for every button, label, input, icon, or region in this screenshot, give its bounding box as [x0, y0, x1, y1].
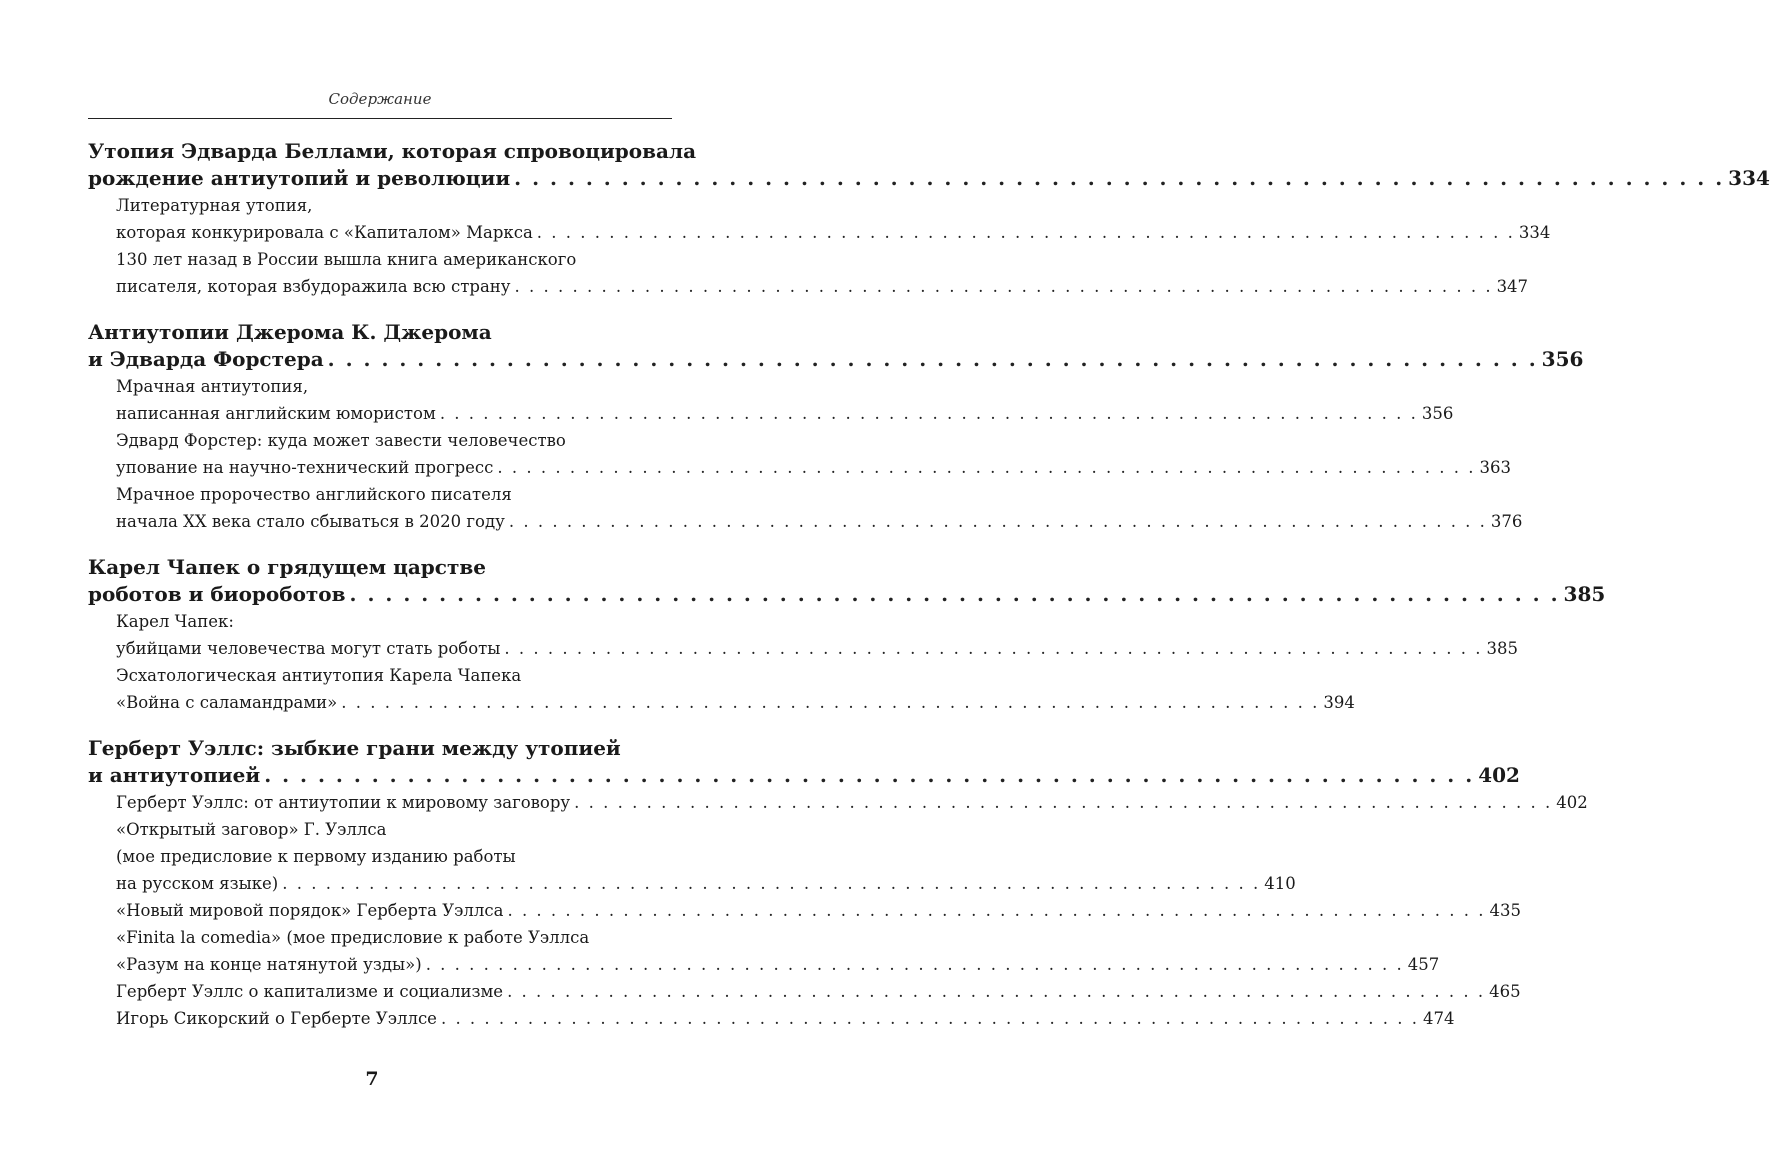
subsection-text: Герберт Уэллс о капитализме и социализме: [116, 982, 504, 1001]
subsection-page-number: 347: [1496, 277, 1529, 296]
subsection-page-number: 356: [1421, 404, 1454, 423]
dot-leader: . . . . . . . . . . . . . . . . . . . . . . . . . . . . . . . . . . . . . . . . . . . . . . . . . . . . . . . . . . . . . . . . . . . .: [440, 1009, 1420, 1028]
subsection-text: Эсхатологическая антиутопия Карела Чапека: [116, 666, 522, 685]
section-title-line: [88, 346, 1584, 373]
subsection-line: [116, 978, 1521, 1005]
subsection-page-number: 410: [1264, 874, 1296, 893]
section-title-text: Утопия Эдварда Беллами, которая спровоцировала: [88, 139, 697, 163]
subsection-line: [116, 427, 672, 454]
dot-leader: . . . . . . . . . . . . . . . . . . . . . . . . . . . . . . . . . . . . . . . . . . . . . . . . . . . . . . . . . . . . . . . . . . . .: [341, 693, 1320, 712]
dot-leader: . . . . . . . . . . . . . . . . . . . . . . . . . . . . . . . . . . . . . . . . . . . . . . . . . . . . . . . . . . . . . . . . . . . .: [264, 763, 1475, 787]
subsection-line: [116, 1005, 1455, 1032]
toc-section: [88, 138, 1770, 300]
subsection-page-number: 376: [1490, 512, 1523, 531]
dot-leader: . . . . . . . . . . . . . . . . . . . . . . . . . . . . . . . . . . . . . . . . . . . . . . . . . . . . . . . . . . . . . . . . . . . .: [349, 582, 1560, 606]
subsection-page-number: 394: [1323, 693, 1355, 712]
section-title-text: Герберт Уэллс: зыбкие грани между утопией: [88, 736, 621, 760]
subsection-page-number: 402: [1556, 793, 1588, 812]
dot-leader: . . . . . . . . . . . . . . . . . . . . . . . . . . . . . . . . . . . . . . . . . . . . . . . . . . . . . . . . . . . . . . . . . . . .: [507, 982, 1486, 1001]
subsection-text: упование на научно-технический прогресс: [116, 458, 494, 477]
toc-section: [88, 554, 1606, 716]
dot-leader: . . . . . . . . . . . . . . . . . . . . . . . . . . . . . . . . . . . . . . . . . . . . . . . . . . . . . . . . . . . . . . . . . . . .: [425, 955, 1404, 974]
subsection-page-number: 363: [1479, 458, 1511, 477]
subsection-page-number: 435: [1489, 901, 1522, 920]
header-rule: [88, 118, 672, 119]
dot-leader: . . . . . . . . . . . . . . . . . . . . . . . . . . . . . . . . . . . . . . . . . . . . . . . . . . . . . . . . . . . . . . . . . . . .: [327, 347, 1538, 371]
subsection-text: написанная английским юмористом: [116, 404, 436, 423]
dot-leader: . . . . . . . . . . . . . . . . . . . . . . . . . . . . . . . . . . . . . . . . . . . . . . . . . . . . . . . . . . . . . . . . . . . .: [507, 901, 1486, 920]
subsection-line: [116, 843, 672, 870]
dot-leader: . . . . . . . . . . . . . . . . . . . . . . . . . . . . . . . . . . . . . . . . . . . . . . . . . . . . . . . . . . . . . . . . . . . .: [504, 639, 1483, 658]
subsection-line: [116, 635, 1518, 662]
subsection-text: Эдвард Форстер: куда может завести человечество: [116, 431, 566, 450]
subsection-line: [116, 608, 672, 635]
subsection-line: [116, 481, 672, 508]
toc-section: [88, 319, 1584, 535]
section-page-number: 385: [1563, 582, 1606, 606]
subsection-page-number: 385: [1486, 639, 1518, 658]
toc-section: [88, 735, 1588, 1032]
section-title-text: и Эдварда Форстера: [88, 347, 324, 371]
dot-leader: . . . . . . . . . . . . . . . . . . . . . . . . . . . . . . . . . . . . . . . . . . . . . . . . . . . . . . . . . . . . . . . . . . . .: [282, 874, 1261, 893]
section-title-text: и антиутопией: [88, 763, 261, 787]
page-number: 7: [365, 1068, 379, 1090]
dot-leader: . . . . . . . . . . . . . . . . . . . . . . . . . . . . . . . . . . . . . . . . . . . . . . . . . . . . . . . . . . . . . . . . . . . .: [536, 223, 1515, 242]
subsection-line: [116, 454, 1511, 481]
section-title-text: роботов и биороботов: [88, 582, 346, 606]
subsection-line: [116, 689, 1355, 716]
table-of-contents: [88, 138, 1770, 1051]
subsection-text: писателя, которая взбудоражила всю страну: [116, 277, 511, 296]
section-title-text: Карел Чапек о грядущем царстве: [88, 555, 486, 579]
section-title-line: [88, 319, 672, 346]
subsection-page-number: 465: [1489, 982, 1521, 1001]
dot-leader: . . . . . . . . . . . . . . . . . . . . . . . . . . . . . . . . . . . . . . . . . . . . . . . . . . . . . . . . . . . . . . . . . . . .: [497, 458, 1476, 477]
subsection-line: [116, 400, 1454, 427]
subsection-text: «Новый мировой порядок» Герберта Уэллса: [116, 901, 504, 920]
dot-leader: . . . . . . . . . . . . . . . . . . . . . . . . . . . . . . . . . . . . . . . . . . . . . . . . . . . . . . . . . . . . . . . . . . . .: [508, 512, 1487, 531]
subsection-text: «Finita la comedia» (мое предисловие к работе Уэллса: [116, 928, 590, 947]
subsection-text: «Разум на конце натянутой узды»): [116, 955, 422, 974]
running-head: Содержание: [328, 90, 432, 108]
subsection-line: [116, 219, 1551, 246]
subsection-text: «Война с саламандрами»: [116, 693, 338, 712]
subsection-text: Карел Чапек:: [116, 612, 234, 631]
subsection-line: [116, 816, 672, 843]
subsection-text: на русском языке): [116, 874, 279, 893]
subsection-text: убийцами человечества могут стать роботы: [116, 639, 501, 658]
section-title-line: [88, 735, 672, 762]
section-page-number: 402: [1478, 763, 1520, 787]
subsection-line: [116, 273, 1529, 300]
subsection-page-number: 334: [1518, 223, 1551, 242]
dot-leader: . . . . . . . . . . . . . . . . . . . . . . . . . . . . . . . . . . . . . . . . . . . . . . . . . . . . . . . . . . . . . . . . . . . .: [514, 166, 1725, 190]
section-title-line: [88, 165, 1770, 192]
subsection-text: Литературная утопия,: [116, 196, 313, 215]
subsection-text: Игорь Сикорский о Герберте Уэллсе: [116, 1009, 437, 1028]
subsection-text: начала XX века стало сбываться в 2020 году: [116, 512, 505, 531]
subsection-line: [116, 508, 1523, 535]
subsection-text: Герберт Уэллс: от антиутопии к мировому заговору: [116, 793, 571, 812]
subsection-text: 130 лет назад в России вышла книга американского: [116, 250, 577, 269]
subsection-line: [116, 951, 1440, 978]
subsection-text: (мое предисловие к первому изданию работы: [116, 847, 516, 866]
section-title-line: [88, 554, 672, 581]
section-page-number: 356: [1541, 347, 1584, 371]
section-title-line: [88, 581, 1606, 608]
subsection-text: которая конкурировала с «Капиталом» Маркса: [116, 223, 533, 242]
section-title-line: [88, 762, 1520, 789]
subsection-line: [116, 924, 672, 951]
subsection-line: [116, 373, 672, 400]
dot-leader: . . . . . . . . . . . . . . . . . . . . . . . . . . . . . . . . . . . . . . . . . . . . . . . . . . . . . . . . . . . . . . . . . . . .: [514, 277, 1493, 296]
section-title-text: Антиутопии Джерома К. Джерома: [88, 320, 492, 344]
subsection-line: [116, 870, 1296, 897]
subsection-page-number: 457: [1407, 955, 1440, 974]
subsection-text: Мрачная антиутопия,: [116, 377, 309, 396]
dot-leader: . . . . . . . . . . . . . . . . . . . . . . . . . . . . . . . . . . . . . . . . . . . . . . . . . . . . . . . . . . . . . . . . . . . .: [439, 404, 1418, 423]
subsection-line: [116, 789, 1588, 816]
subsection-line: [116, 897, 1522, 924]
subsection-line: [116, 192, 672, 219]
section-title-line: [88, 138, 697, 165]
subsection-line: [116, 246, 672, 273]
section-title-text: рождение антиутопий и революции: [88, 166, 511, 190]
subsection-text: Мрачное пророчество английского писателя: [116, 485, 512, 504]
subsection-line: [116, 662, 672, 689]
subsection-text: «Открытый заговор» Г. Уэллса: [116, 820, 387, 839]
section-page-number: 334: [1728, 166, 1770, 190]
dot-leader: . . . . . . . . . . . . . . . . . . . . . . . . . . . . . . . . . . . . . . . . . . . . . . . . . . . . . . . . . . . . . . . . . . . .: [574, 793, 1553, 812]
subsection-page-number: 474: [1423, 1009, 1455, 1028]
